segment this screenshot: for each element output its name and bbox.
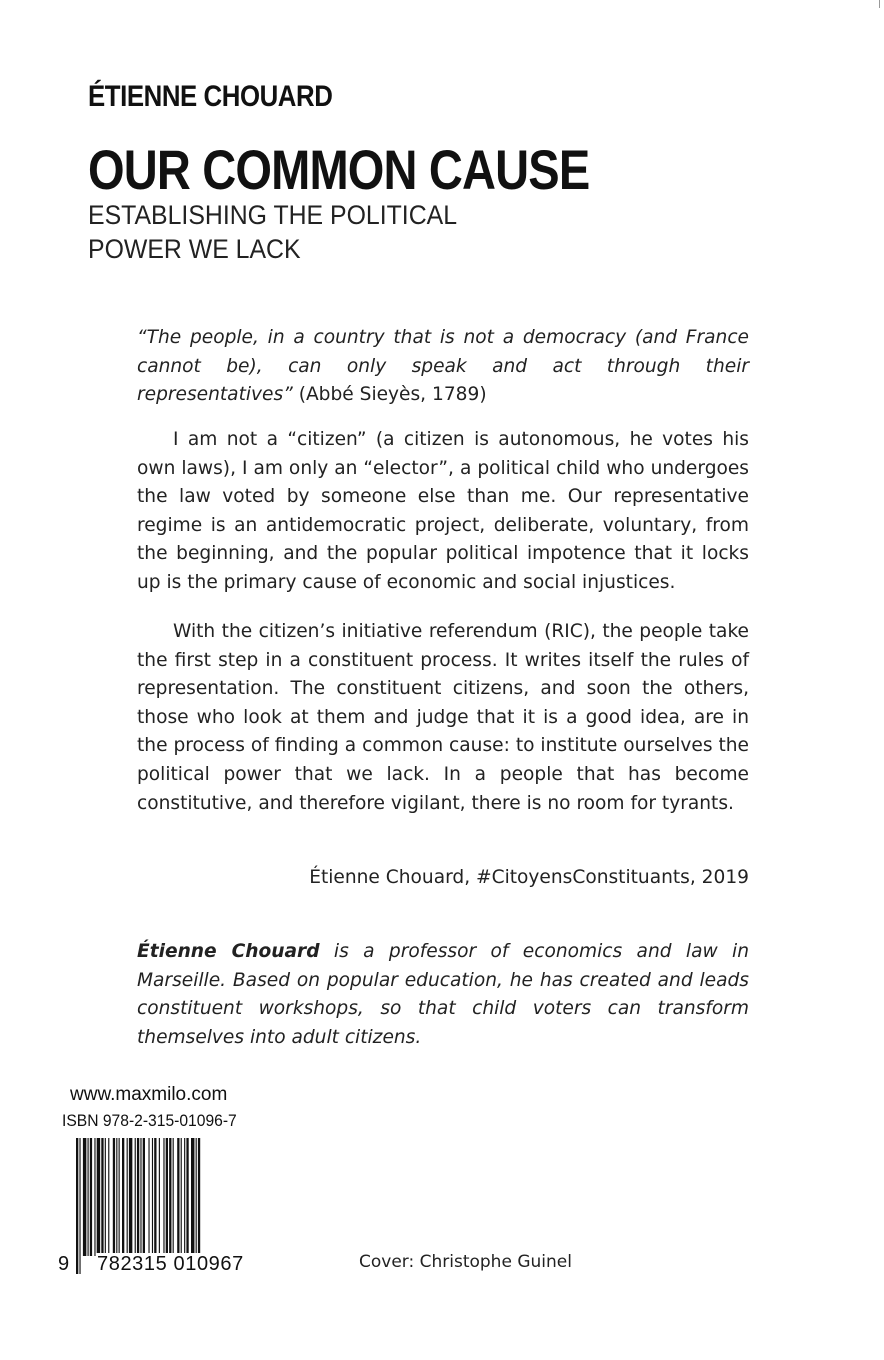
barcode-bar [88, 1138, 89, 1256]
barcode-bar [127, 1138, 128, 1256]
body-paragraph-2 [137, 618, 749, 818]
barcode-bar [119, 1138, 120, 1256]
barcode-bar [159, 1138, 160, 1256]
author-bio [137, 938, 749, 1052]
barcode-bar [191, 1138, 194, 1256]
barcode-bar [154, 1138, 156, 1256]
barcode-bar [108, 1138, 109, 1256]
quote-source: (Abbé Sieyès, 1789) [292, 384, 487, 406]
barcode-bar [186, 1138, 188, 1256]
book-subtitle [88, 198, 566, 266]
bio-text: is a professor of economics and law in Marseille. Based on popular education, he has created and leads constituent workshops, so that child voters can transform themselves into adult citizens. [137, 941, 749, 1048]
barcode-bar [97, 1138, 100, 1256]
barcode-bar [148, 1138, 149, 1256]
quote-text: “The people, in a country that is not a democracy (and France cannot be), can only speak and act through their representatives” [137, 327, 749, 406]
crop-mark [879, 0, 880, 8]
signature-line: Étienne Chouard, #CitoyensConstituants, 2019 [309, 867, 749, 888]
paragraph-1-text: I am not a “citizen” (a citizen is autonomous, he votes his own laws), I am only an “elector”, a political child who undergoes the law voted by someone else than me. Our representative regime is an antidemocratic project, deliberate, voluntary, from the beginning, and the popular political impotence that it locks up is the primary cause of economic and social injustices. [137, 429, 749, 593]
barcode-bar [135, 1138, 136, 1256]
barcode-digits: 782315 010967 [97, 1253, 244, 1275]
barcode-bar [166, 1138, 168, 1256]
book-title: OUR COMMON CAUSE [88, 138, 590, 201]
barcode-bar [83, 1138, 86, 1256]
barcode-bar [129, 1138, 132, 1256]
barcode-bar [79, 1138, 80, 1274]
barcode-bar [173, 1138, 174, 1256]
paragraph-2-text: With the citizen’s initiative referendum (RIC), the people take the first step in a constituent process. It writes itself the rules of representation. The constituent citizens, and soon the others, those who look at them and judge that it is a good idea, are in the process of finding a common cause: to institute ourselves the political power that we lack. In a people that has become constitutive, and therefore vigilant, there is no room for tyrants. [137, 621, 749, 814]
barcode-bar [152, 1138, 153, 1256]
barcode-bar [116, 1138, 117, 1256]
barcode-bar [90, 1138, 92, 1256]
author-name: ÉTIENNE CHOUARD [88, 80, 333, 113]
epigraph-quote [137, 324, 749, 410]
barcode-bar [122, 1138, 124, 1256]
barcode-first-digit: 9 [58, 1253, 70, 1275]
barcode-bar [196, 1138, 197, 1256]
isbn-number: ISBN 978-2-315-01096-7 [62, 1111, 237, 1130]
barcode-bar [143, 1138, 145, 1256]
body-paragraph-1 [137, 426, 749, 598]
barcode-bar [101, 1138, 103, 1256]
publisher-website: www.maxmilo.com [70, 1084, 228, 1105]
barcode-bar [113, 1138, 115, 1256]
barcode-bar [184, 1138, 185, 1256]
subtitle-line-1: ESTABLISHING THE POLITICAL [88, 200, 458, 230]
subtitle-line-2: POWER WE LACK [88, 234, 301, 264]
barcode-bar [76, 1138, 78, 1274]
bio-author-name: Étienne Chouard [137, 941, 320, 962]
barcode-bar [105, 1138, 106, 1256]
barcode-bar [163, 1138, 164, 1256]
barcode [56, 1138, 252, 1278]
barcode-bar [177, 1138, 179, 1256]
cover-credit: Cover: Christophe Guinel [359, 1252, 572, 1272]
barcode-bar [169, 1138, 171, 1256]
barcode-bar [94, 1138, 95, 1256]
barcode-bar [181, 1138, 182, 1256]
